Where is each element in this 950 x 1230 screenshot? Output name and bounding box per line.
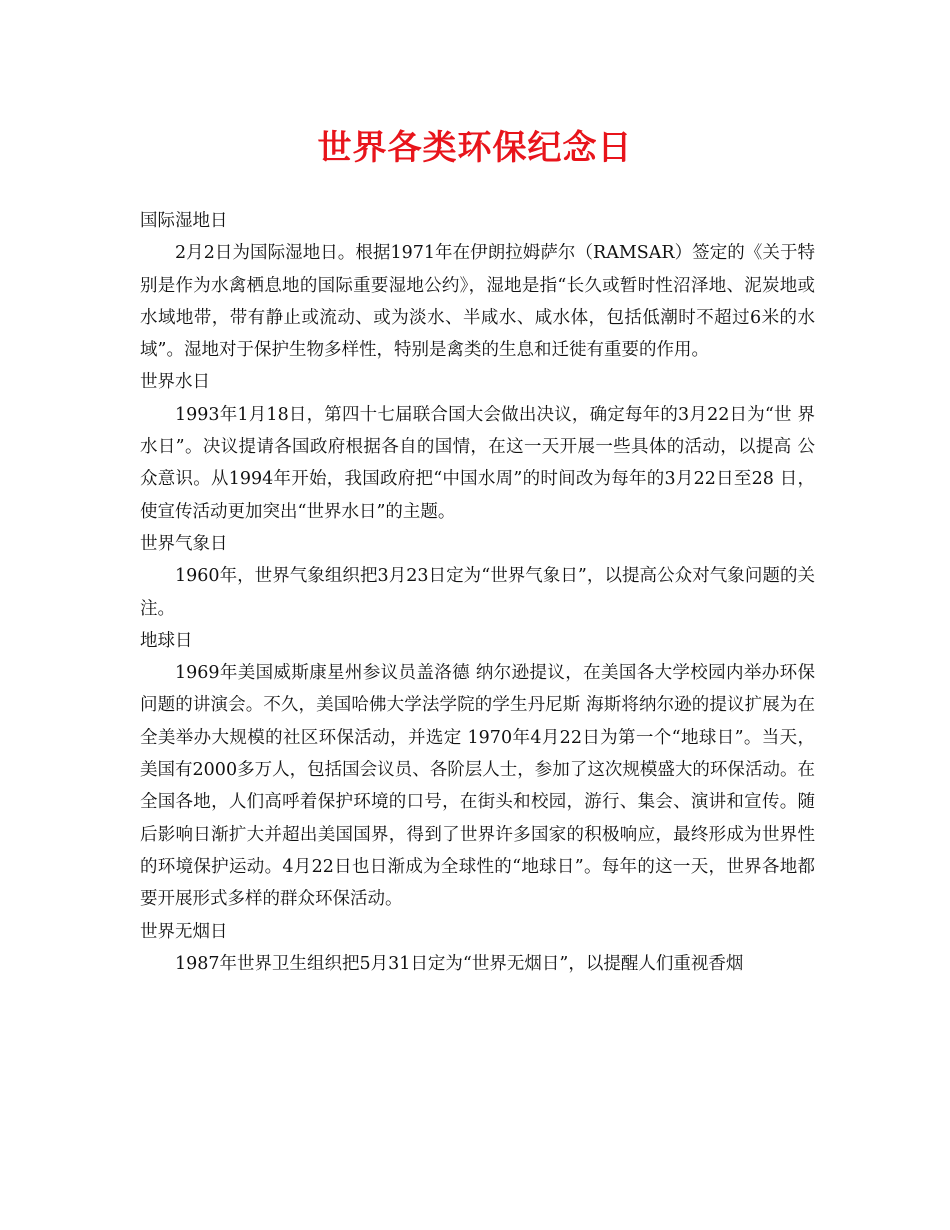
- section-heading: 国际湿地日: [140, 211, 228, 231]
- section-paragraph: 2月2日为国际湿地日。根据1971年在伊朗拉姆萨尔（RAMSAR）签定的《关于特别是作为水禽栖息地的国际重要湿地公约》，湿地是指“长久或暂时性沼泽地、泥炭地或水域地带，带有静止或流动、或为淡水、半咸水、咸水体，包括低潮时不超过6米的水域”。湿地对于保护生物多样性，特别是禽类的生息和迁徙有重要的作用。: [140, 243, 815, 361]
- section-earth-day: [140, 625, 815, 916]
- section-paragraph: 1993年1月18日，第四十七届联合国大会做出决议，确定每年的3月22日为“世 界水日”。决议提请各国政府根据各自的国情，在这一天开展一些具体的活动，以提高 公众意识。从1994年开始，我国政府把“中国水周”的时间改为每年的3月22日至28 日，使宣传活动更加突出“世界水日”的主题。: [140, 404, 815, 522]
- document-title: 世界各类环保纪念日: [317, 128, 633, 168]
- section-paragraph: 1987年世界卫生组织把5月31日定为“世界无烟日”，以提醒人们重视香烟: [175, 953, 744, 974]
- section-heading: 世界水日: [140, 372, 210, 393]
- section-no-tobacco-day: [140, 916, 815, 981]
- section-heading: 世界气象日: [140, 533, 228, 554]
- section-wetland-day: [140, 205, 815, 366]
- section-water-day: [140, 366, 815, 527]
- section-heading: 世界无烟日: [140, 921, 228, 942]
- section-meteorological-day: [140, 528, 815, 625]
- section-heading: 地球日: [140, 630, 193, 651]
- section-paragraph: 1969年美国威斯康星州参议员盖洛德 纳尔逊提议，在美国各大学校园内举办环保问题的讲演会。不久，美国哈佛大学法学院的学生丹尼斯 海斯将纳尔逊的提议扩展为在全美举办大规模的社区环保活动，并选定 1970年4月22日为第一个“地球日”。当天，美国有2000多万人，包括国会议员、各阶层人士，参加了这次规模盛大的环保活动。在全国各地，人们高呼着保护环境的口号，在街头和校园，游行、集会、演讲和宣传。随后影响日渐扩大并超出美国国界，得到了世界许多国家的积极响应，最终形成为世界性的环境保护运动。4月22日也日渐成为全球性的“地球日”。每年的这一天，世界各地都要开展形式多样的群众环保活动。: [140, 663, 815, 910]
- section-paragraph: 1960年，世界气象组织把3月23日定为“世界气象日”，以提高公众对气象问题的关注。: [140, 566, 815, 619]
- document-body: [140, 205, 815, 980]
